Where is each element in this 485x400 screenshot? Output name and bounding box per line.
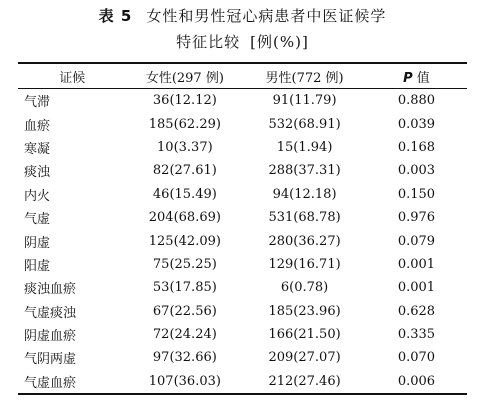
p-value-cell: 0.628 bbox=[397, 303, 436, 319]
table-row bbox=[18, 370, 467, 394]
female-cell: 72(24.24) bbox=[152, 327, 217, 343]
male-cell: 209(27.07) bbox=[268, 350, 341, 366]
female-cell: 204(68.69) bbox=[148, 210, 221, 226]
male-cell: 288(37.31) bbox=[268, 163, 341, 179]
female-cell: 82(27.61) bbox=[152, 163, 217, 179]
female-cell: 36(12.12) bbox=[152, 93, 217, 109]
syndrome-cell: 气虚 bbox=[24, 212, 51, 228]
syndrome-comparison-table bbox=[18, 62, 467, 395]
p-value-cell: 0.070 bbox=[397, 350, 436, 366]
p-value-label: 值 bbox=[416, 70, 430, 86]
p-value-cell: 0.006 bbox=[397, 373, 436, 389]
header-syndrome: 证候 bbox=[59, 70, 86, 86]
female-cell: 46(15.49) bbox=[152, 186, 217, 202]
female-cell: 53(17.85) bbox=[152, 280, 217, 296]
syndrome-cell: 痰浊血瘀 bbox=[24, 282, 77, 298]
table-row bbox=[18, 112, 467, 135]
p-value-cell: 0.039 bbox=[397, 116, 436, 132]
male-cell: 185(23.96) bbox=[268, 303, 341, 319]
header-row bbox=[18, 63, 467, 89]
female-cell: 97(32.66) bbox=[152, 350, 217, 366]
p-value-cell: 0.001 bbox=[397, 280, 436, 296]
syndrome-cell: 寒凝 bbox=[24, 141, 51, 157]
syndrome-cell: 阴虚血瘀 bbox=[24, 329, 77, 345]
header-p-value bbox=[366, 63, 467, 89]
p-value-cell: 0.168 bbox=[397, 139, 436, 155]
header-female: 女性(297 例) bbox=[145, 70, 224, 86]
table-row bbox=[18, 159, 467, 182]
p-value-cell: 0.003 bbox=[397, 163, 436, 179]
syndrome-cell: 气虚痰浊 bbox=[24, 305, 77, 321]
female-cell: 107(36.03) bbox=[148, 373, 221, 389]
p-value-cell: 0.976 bbox=[397, 210, 436, 226]
syndrome-cell: 气虚血瘀 bbox=[24, 375, 77, 391]
table-row bbox=[18, 136, 467, 159]
syndrome-cell: 气阴两虚 bbox=[24, 352, 77, 368]
syndrome-cell: 内火 bbox=[24, 188, 51, 204]
male-cell: 15(1.94) bbox=[276, 139, 333, 155]
male-cell: 531(68.78) bbox=[268, 210, 341, 226]
male-cell: 6(0.78) bbox=[280, 280, 329, 296]
table-row bbox=[18, 323, 467, 346]
table-row bbox=[18, 346, 467, 369]
syndrome-cell: 阴虚 bbox=[24, 235, 51, 251]
male-cell: 532(68.91) bbox=[268, 116, 341, 132]
syndrome-cell: 痰浊 bbox=[24, 165, 51, 181]
table-title-line2: 特征比较 bbox=[176, 33, 241, 51]
p-value-cell: 0.001 bbox=[397, 256, 436, 272]
male-cell: 129(16.71) bbox=[268, 256, 341, 272]
male-cell: 280(36.27) bbox=[268, 233, 341, 249]
table-title bbox=[0, 4, 485, 28]
female-cell: 75(25.25) bbox=[152, 256, 217, 272]
female-cell: 185(62.29) bbox=[148, 116, 221, 132]
table-row bbox=[18, 206, 467, 229]
table-row bbox=[18, 276, 467, 299]
female-cell: 10(3.37) bbox=[157, 139, 213, 155]
table-header bbox=[18, 63, 467, 89]
male-cell: 212(27.46) bbox=[268, 373, 341, 389]
p-value-cell: 0.079 bbox=[397, 233, 436, 249]
table-row bbox=[18, 183, 467, 206]
p-value-cell: 0.880 bbox=[397, 93, 436, 109]
male-cell: 91(11.79) bbox=[272, 93, 337, 109]
female-cell: 67(22.56) bbox=[152, 303, 217, 319]
male-cell: 94(12.18) bbox=[272, 186, 337, 202]
table-row bbox=[18, 229, 467, 252]
p-value-cell: 0.335 bbox=[397, 327, 436, 343]
table-row bbox=[18, 300, 467, 323]
table-unit: [例(%)] bbox=[250, 33, 309, 51]
p-value-cell: 0.150 bbox=[397, 186, 436, 202]
table-row bbox=[18, 253, 467, 276]
table-body bbox=[18, 89, 467, 395]
p-symbol: P bbox=[403, 70, 413, 86]
syndrome-cell: 血瘀 bbox=[24, 118, 51, 134]
header-male: 男性(772 例) bbox=[265, 70, 344, 86]
syndrome-cell: 气滞 bbox=[24, 95, 51, 111]
syndrome-cell: 阳虚 bbox=[24, 258, 51, 274]
female-cell: 125(42.09) bbox=[148, 233, 221, 249]
table-title-text: 女性和男性冠心病患者中医证候学 bbox=[146, 7, 387, 25]
table-number: 表 5 bbox=[98, 7, 133, 25]
table-subtitle bbox=[0, 30, 485, 54]
table-row bbox=[18, 89, 467, 113]
male-cell: 166(21.50) bbox=[268, 327, 341, 343]
